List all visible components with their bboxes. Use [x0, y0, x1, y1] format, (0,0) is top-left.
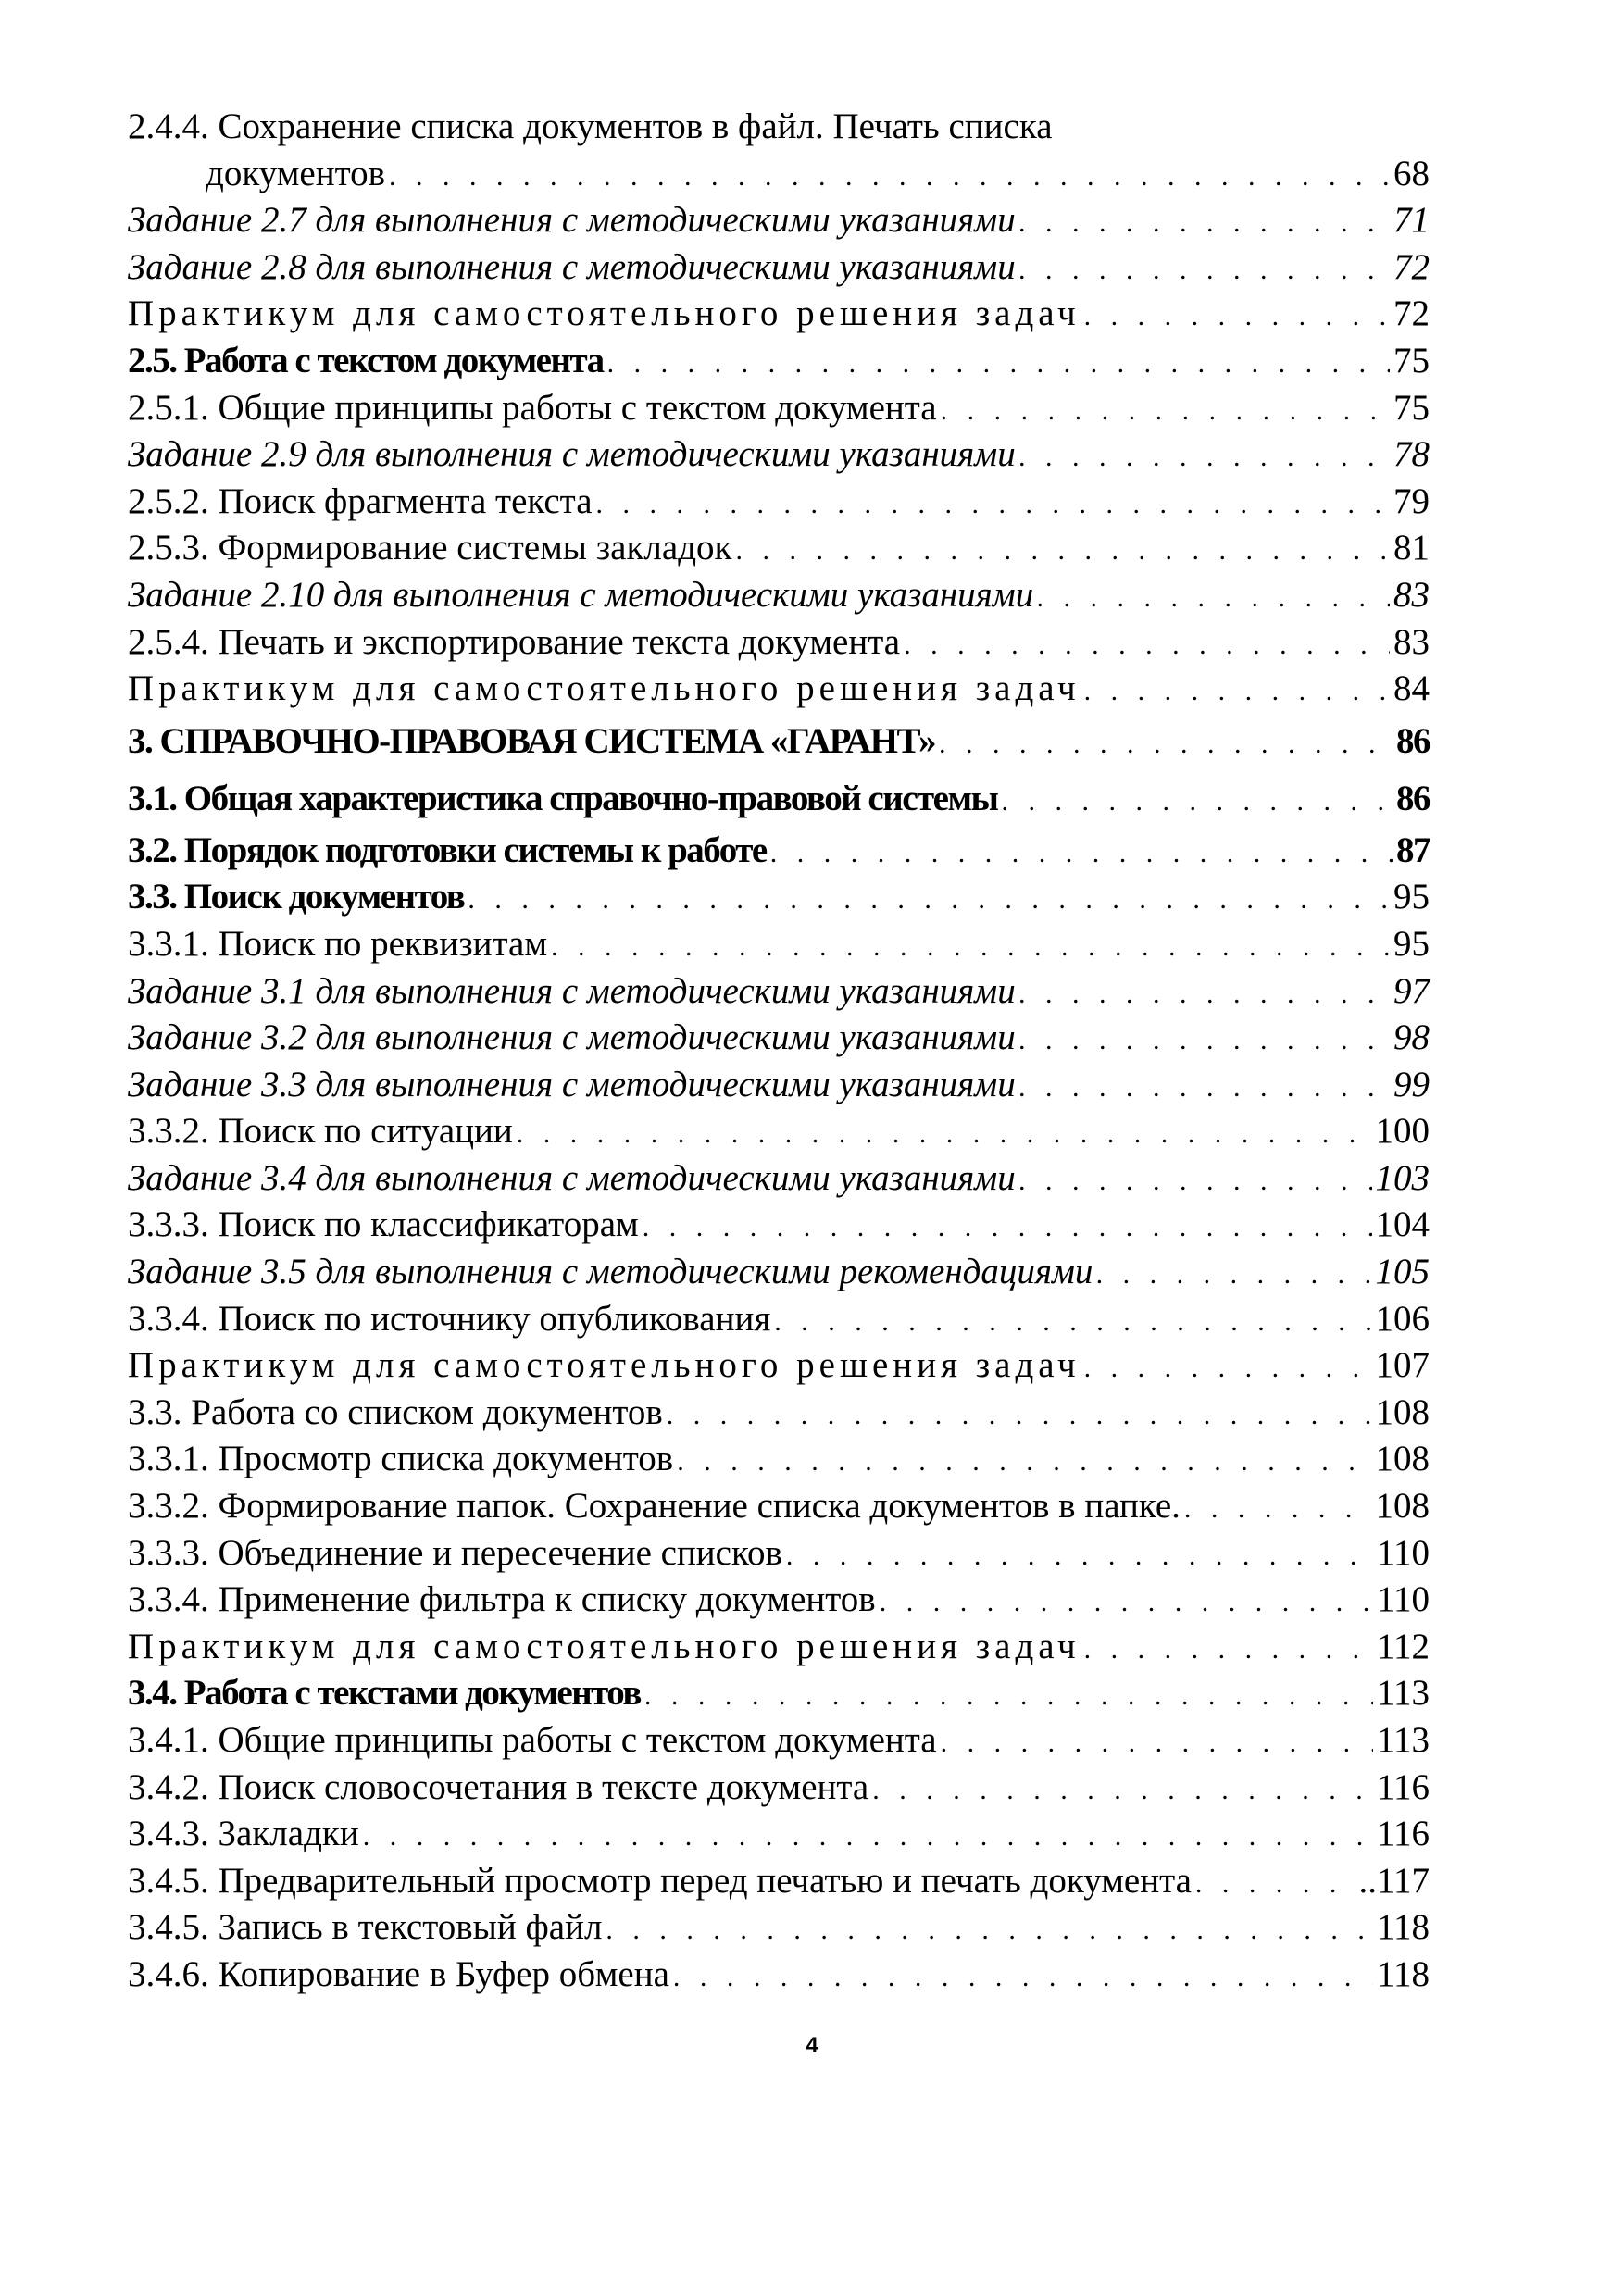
toc-entry: [128, 525, 1430, 572]
dot-leader: [644, 1673, 1373, 1720]
toc-entry: [128, 244, 1430, 292]
dot-leader: [677, 1439, 1371, 1486]
toc-entry: [128, 1858, 1430, 1905]
toc-entry-title: Задание 3.4 для выполнения с методическими указаниями: [128, 1157, 1016, 1198]
toc-entry-page: 108: [1375, 1439, 1430, 1479]
toc-entry-title: 3.3.2. Формирование папок. Сохранение списка документов в папке.: [128, 1486, 1181, 1527]
toc-entry-page: 75: [1393, 340, 1430, 380]
toc-entry-page: 98: [1393, 1017, 1430, 1058]
toc-entry-title: 3.4.2. Поиск словосочетания в тексте документа: [128, 1766, 869, 1807]
toc-entry-title: документов: [206, 153, 386, 193]
toc-entry-page: 113: [1376, 1673, 1430, 1714]
dot-leader: [1096, 1252, 1371, 1299]
toc-entry: [128, 291, 1430, 338]
dot-leader: [941, 388, 1390, 435]
dot-leader: [1084, 668, 1390, 716]
toc-entry: [128, 828, 1430, 875]
dot-leader: [551, 924, 1390, 971]
toc-entry: [128, 1717, 1430, 1765]
toc-entry: [128, 572, 1430, 619]
dot-leader: [667, 1392, 1372, 1440]
toc-entry-page: 105: [1375, 1252, 1430, 1292]
toc-entry: [128, 1015, 1430, 1062]
toc-entry-page: 78: [1393, 434, 1430, 475]
toc-entry-title: 3.1. Общая характеристика справочно-правовой системы: [128, 778, 998, 818]
toc-entry-page: 112: [1376, 1626, 1430, 1666]
toc-entry-title: 3.4.1. Общие принципы работы с текстом документа: [128, 1720, 937, 1760]
dot-leader: [596, 481, 1390, 529]
dot-leader: [1019, 247, 1390, 294]
toc-entry-page: 71: [1393, 200, 1430, 241]
toc-entry-title: 3.2. Порядок подготовки системы к работе: [128, 829, 767, 870]
toc-entry: [128, 1577, 1430, 1624]
dot-leader: [1084, 293, 1390, 341]
dot-leader: [941, 1720, 1373, 1767]
toc-entry-title: 3.4.6. Копирование в Буфер обмена: [128, 1953, 669, 1994]
dot-leader: [880, 1579, 1373, 1627]
dot-leader: [517, 1111, 1372, 1158]
dot-leader: [1195, 1861, 1355, 1908]
dot-leader: [770, 830, 1393, 878]
toc-entry-page: 81: [1393, 528, 1430, 568]
dot-leader: [1019, 971, 1390, 1018]
toc-entry: [128, 1062, 1430, 1109]
toc-entry: [128, 1202, 1430, 1249]
toc-entry-title: 2.5.3. Формирование системы закладок: [128, 528, 732, 568]
dot-leader: [363, 1814, 1373, 1861]
toc-entry-title: Задание 3.1 для выполнения с методическими указаниями: [128, 970, 1016, 1011]
toc-entry-page: 95: [1393, 877, 1430, 917]
toc-entry: [128, 431, 1430, 479]
toc-entry-page: 103: [1375, 1157, 1430, 1198]
dot-leader: [1002, 773, 1393, 830]
toc-entry: [128, 1390, 1430, 1437]
toc-entry-title: Задание 2.9 для выполнения с методическими указаниями: [128, 434, 1016, 475]
toc-entry-title: 2.5.1. Общие принципы работы с текстом документа: [128, 387, 937, 428]
toc-entry-title: 3.4.3. Закладки: [128, 1814, 359, 1854]
dot-leader: [673, 1954, 1373, 2002]
toc-entry-page: 95: [1393, 923, 1430, 964]
toc-entry: [128, 1811, 1430, 1858]
toc-entry: [128, 104, 1430, 151]
toc-entry-page: 75: [1393, 387, 1430, 428]
toc-entry: [128, 1249, 1430, 1296]
toc-entry-title: Практикум для самостоятельного решения задач: [128, 293, 1081, 334]
toc-entry-page: 116: [1376, 1814, 1430, 1854]
toc-entry-page: 83: [1393, 621, 1430, 662]
toc-entry: [128, 1483, 1430, 1530]
dot-leader: [1037, 575, 1390, 622]
toc-entry: [128, 338, 1430, 385]
toc-entry: [128, 666, 1430, 713]
toc-entry: [128, 151, 1430, 198]
dot-leader: [736, 528, 1391, 575]
toc-entry: [128, 1952, 1430, 1999]
toc-entry-title: 3.3. Поиск документов: [128, 877, 465, 917]
dot-leader: [1019, 1158, 1372, 1205]
dot-leader: [904, 622, 1390, 669]
toc-entry: [128, 1342, 1430, 1390]
toc-entry: [128, 619, 1430, 667]
dot-leader: [606, 1907, 1373, 1954]
toc-entry-title: 2.5.2. Поиск фрагмента текста: [128, 480, 593, 521]
toc-entry-page: 99: [1393, 1064, 1430, 1104]
dot-leader: [939, 716, 1393, 773]
toc-entry-title: Практикум для самостоятельного решения задач: [128, 668, 1081, 709]
toc-entry-page: 113: [1376, 1720, 1430, 1760]
toc-entry-title: 3.3.1. Просмотр списка документов: [128, 1439, 674, 1479]
toc-entry: [128, 1108, 1430, 1155]
toc-entry-page: 110: [1376, 1532, 1430, 1573]
toc-entry: [128, 197, 1430, 244]
toc-entry-page: 106: [1375, 1298, 1430, 1339]
toc-entry-page: 110: [1376, 1579, 1430, 1620]
toc-entry: [128, 770, 1430, 828]
dot-leader: [774, 1299, 1371, 1346]
toc-entry-title: 3.4.5. Предварительный просмотр перед печатью и печать документа: [128, 1860, 1192, 1901]
toc-entry: [128, 874, 1430, 921]
dot-leader: [1084, 1345, 1372, 1392]
dot-leader: [1019, 200, 1390, 247]
toc-entry-title: 3.3.4. Применение фильтра к списку документов: [128, 1579, 876, 1620]
toc-entry: [128, 1765, 1430, 1812]
toc-entry-page: 79: [1393, 480, 1430, 521]
toc-entry-title: 3.3.2. Поиск по ситуации: [128, 1111, 513, 1152]
toc-entry-title: Задание 3.2 для выполнения с методическими указаниями: [128, 1017, 1016, 1058]
dot-leader: [1184, 1486, 1372, 1533]
toc-entry-page: 84: [1393, 668, 1430, 709]
toc-entry: [128, 479, 1430, 526]
toc-entry-title: 3.4.5. Запись в текстовый файл: [128, 1907, 603, 1948]
toc-entry-page: 118: [1376, 1907, 1430, 1948]
toc-entry-page: 68: [1393, 153, 1430, 193]
toc-entry: [128, 1436, 1430, 1483]
toc-entry-title: Задание 2.7 для выполнения с методическими указаниями: [128, 200, 1016, 241]
toc-entry: [128, 713, 1430, 770]
page-number: 4: [806, 2033, 818, 2058]
toc-entry: [128, 1155, 1430, 1203]
toc-entry-page: 100: [1375, 1111, 1430, 1152]
toc-entry-title: Задание 3.5 для выполнения с методическими рекомендациями: [128, 1252, 1093, 1292]
toc-entry: [128, 1530, 1430, 1578]
toc-entry-title: 3. СПРАВОЧНО-ПРАВОВАЯ СИСТЕМА «ГАРАНТ»: [128, 720, 935, 761]
toc-entry-page: 108: [1375, 1486, 1430, 1527]
dot-leader: [643, 1204, 1372, 1252]
toc-entry: [128, 1624, 1430, 1671]
toc-entry: [128, 968, 1430, 1016]
toc-entry: [128, 1296, 1430, 1343]
toc-entry-page: ..117: [1358, 1860, 1430, 1901]
toc-entry-title: Задание 2.8 для выполнения с методическими указаниями: [128, 246, 1016, 287]
toc-entry-title: 3.3.1. Поиск по реквизитам: [128, 923, 547, 964]
toc-entry: [128, 385, 1430, 432]
toc-entry-title: 3.3. Работа со списком документов: [128, 1391, 663, 1432]
toc-entry-page: 107: [1375, 1345, 1430, 1386]
toc-entry-title: 3.3.3. Поиск по классификаторам: [128, 1204, 639, 1245]
dot-leader: [1019, 1017, 1390, 1065]
toc-entry-title: 3.3.4. Поиск по источнику опубликования: [128, 1298, 771, 1339]
toc-entry: [128, 1670, 1430, 1717]
toc-entry-page: 87: [1396, 829, 1430, 870]
toc-entry-page: 116: [1376, 1766, 1430, 1807]
toc-entry: [128, 921, 1430, 968]
toc-entry-title: 2.4.4. Сохранение списка документов в файл. Печать списка: [128, 106, 1053, 146]
dot-leader: [1084, 1627, 1373, 1674]
table-of-contents: [128, 104, 1430, 1999]
dot-leader: [607, 341, 1390, 388]
dot-leader: [786, 1533, 1373, 1580]
toc-entry-page: 86: [1396, 720, 1430, 761]
toc-entry-title: Практикум для самостоятельного решения задач: [128, 1345, 1081, 1386]
toc-entry-title: Задание 3.3 для выполнения с методическими указаниями: [128, 1064, 1016, 1104]
toc-entry-page: 118: [1376, 1953, 1430, 1994]
toc-entry-page: 104: [1375, 1204, 1430, 1245]
dot-leader: [872, 1767, 1373, 1815]
toc-entry: [128, 1904, 1430, 1952]
toc-entry-title: Задание 2.10 для выполнения с методическими указаниями: [128, 574, 1034, 615]
toc-entry-page: 108: [1375, 1391, 1430, 1432]
toc-entry-title: Практикум для самостоятельного решения задач: [128, 1626, 1081, 1666]
dot-leader: [389, 154, 1390, 201]
toc-entry-page: 72: [1393, 246, 1430, 287]
toc-entry-page: 72: [1393, 293, 1430, 334]
toc-entry-page: 97: [1393, 970, 1430, 1011]
dot-leader: [1019, 1065, 1390, 1112]
toc-entry-title: 2.5.4. Печать и экспортирование текста документа: [128, 621, 901, 662]
toc-entry-page: 86: [1396, 778, 1430, 818]
toc-entry-title: 3.3.3. Объединение и пересечение списков: [128, 1532, 782, 1573]
toc-entry-title: 2.5. Работа с текстом документа: [128, 340, 604, 380]
toc-entry-title: 3.4. Работа с текстами документов: [128, 1673, 641, 1714]
dot-leader: [468, 877, 1390, 924]
toc-entry-page: 83: [1393, 574, 1430, 615]
dot-leader: [1019, 434, 1390, 481]
